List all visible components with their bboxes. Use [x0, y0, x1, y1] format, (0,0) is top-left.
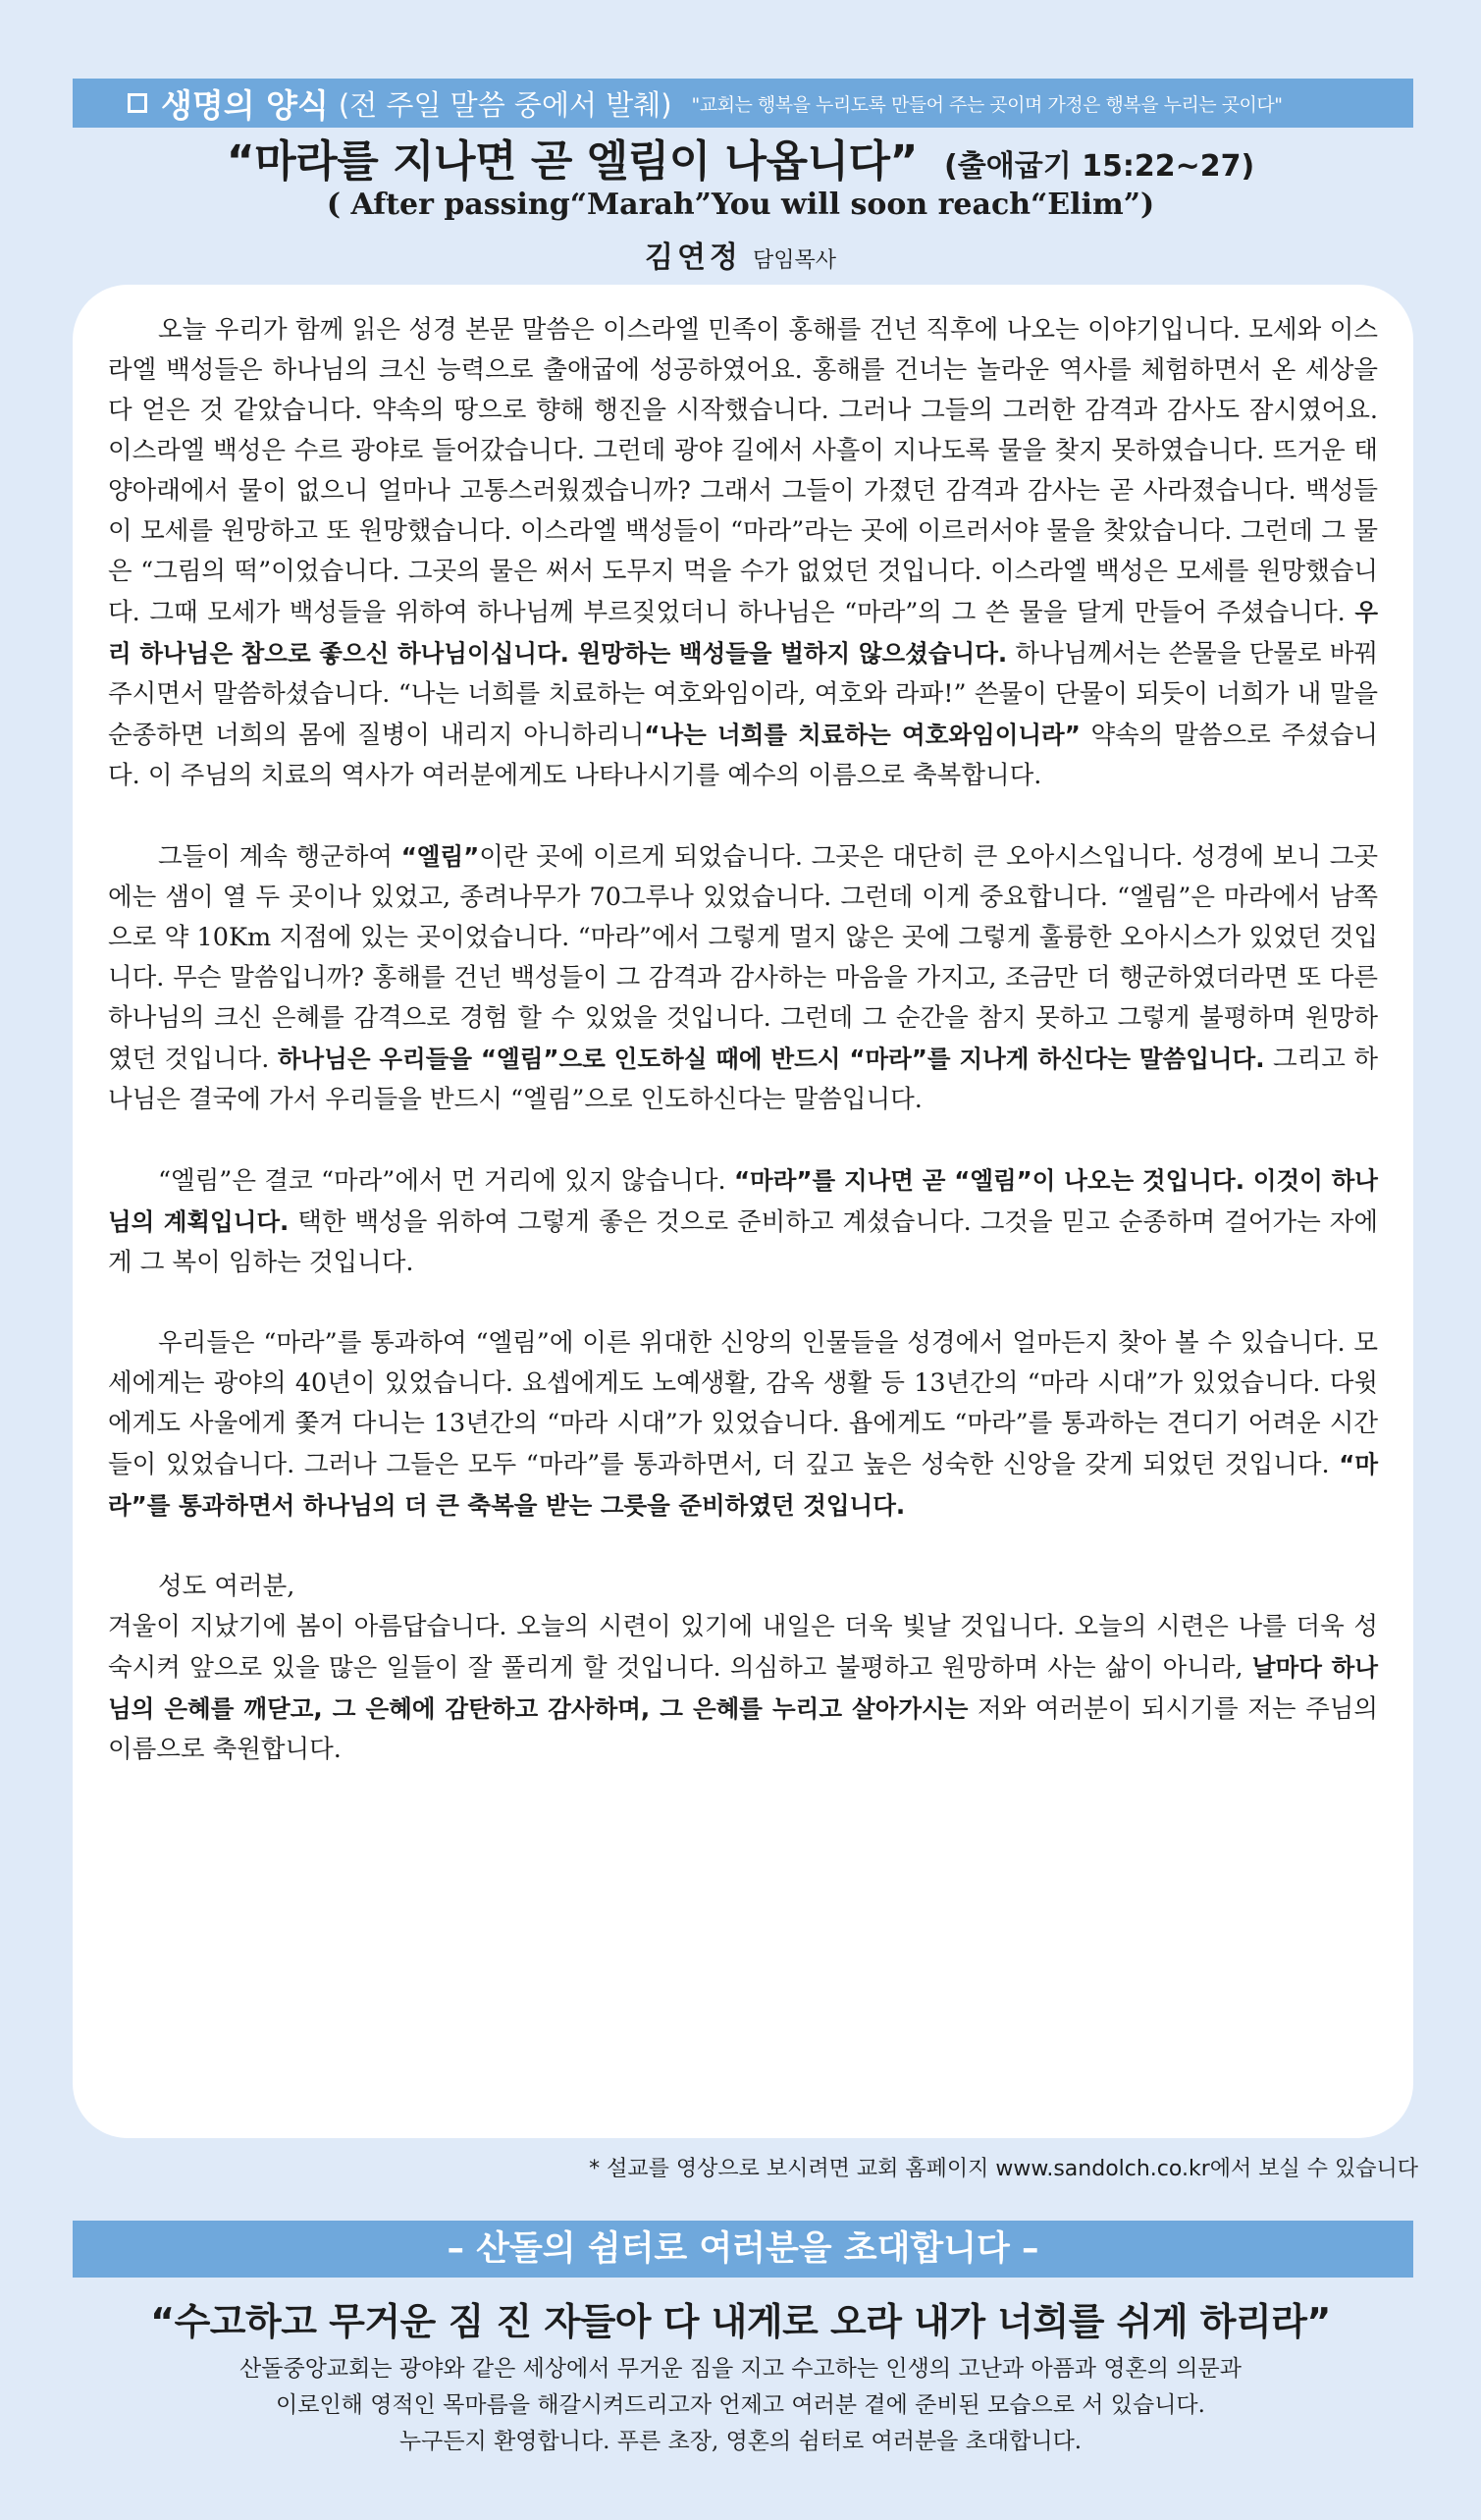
sermon-title-line [0, 126, 1481, 188]
emphasis-text: 날마다 하나님의 은혜를 깨닫고, 그 은혜에 감탄하고 감사하며, 그 은혜를 누리고 살아가시는 [108, 1653, 1378, 1723]
invite-banner: – 산돌의 쉼터로 여러분을 초대합니다 – [73, 2221, 1413, 2278]
emphasis-text: 우리 하나님은 참으로 좋으신 하나님이십니다. 원망하는 백성들을 벌하지 않으셨습니다. [108, 598, 1378, 668]
invite-line-1: 산돌중앙교회는 광야와 같은 세상에서 무거운 짐을 지고 수고하는 인생의 고난과 아픔과 영혼의 의문과 [239, 2356, 1242, 2382]
emphasis-text: “엘림” [400, 842, 480, 871]
body-paragraph-1: 오늘 우리가 함께 읽은 성경 본문 말씀은 이스라엘 민족이 홍해를 건넌 직후에 나오는 이야기입니다. 모세와 이스라엘 백성들은 하나님의 크신 능력으로 출애굽에 성공하였어요. 홍해를 건너는 놀라운 역사를 체험하면서 온 세상을 다 얻은 것 같았습니다. 약속의 땅으로 향해 행진을 시작했습니다. 그러나 그들의 그러한 감격과 감사도 잠시였어요. 이스라엘 백성은 수르 광야로 들어갔습니다. 그런데 광야 길에서 사흘이 지나도록 물을 찾지 못하였습니다. 뜨거운 태양아래에서 물이 없으니 얼마나 고통스러웠겠습니까? 그래서 그들이 가졌던 감격과 감사는 곧 사라졌습니다. 백성들이 모세를 원망하고 또 원망했습니다. 이스라엘 백성들이 “마라”라는 곳에 이르러서야 물을 찾았습니다. 그런데 그 물은 “그림의 떡”이었습니다. 그곳의 물은 써서 도무지 먹을 수가 없었던 것입니다. 이스라엘 백성은 모세를 원망했습니다. 그때 모세가 백성들을 위하여 하나님께 부르짖었더니 하나님은 “마라”의 그 쓴 물을 달게 만들어 주셨습니다. 우리 하나님은 참으로 좋으신 하나님이십니다. 원망하는 백성들을 벌하지 않으셨습니다. 하나님께서는 쓴물을 단물로 바꿔주시면서 말씀하셨습니다. “나는 너희를 치료하는 여호와임이라, 여호와 라파!” 쓴물이 단물이 되듯이 너희가 내 말을 순종하면 너희의 몸에 질병이 내리지 아니하리니“나는 너희를 치료하는 여호와임이니라” 약속의 말씀으로 주셨습니다. 이 주님의 치료의 역사가 여러분에게도 나타나시기를 예수의 이름으로 축복합니다. [108, 315, 1378, 790]
church-motto: "교회는 행복을 누리도록 만들어 주는 곳이며 가정은 행복을 누리는 곳이다" [691, 93, 1283, 116]
video-footnote: * 설교를 영상으로 보시려면 교회 홈페이지 www.sandolch.co.kr에서 보실 수 있습니다 [589, 2157, 1418, 2181]
emphasis-text: “마라”를 통과하면서 하나님의 더 큰 축복을 받는 그릇을 준비하였던 것입니다. [108, 1450, 1378, 1520]
body-paragraph-2: 그들이 계속 행군하여 “엘림”이란 곳에 이르게 되었습니다. 그곳은 대단히 큰 오아시스입니다. 성경에 보니 그곳에는 샘이 열 두 곳이나 있었고, 종려나무가 70그루나 있었습니다. 그런데 이게 중요합니다. “엘림”은 마라에서 남쪽으로 약 10Km 지점에 있는 곳이었습니다. “마라”에서 그렇게 멀지 않은 곳에 그렇게 훌륭한 오아시스가 있었던 것입니다. 무슨 말씀입니까? 홍해를 건넌 백성들이 그 감격과 감사하는 마음을 가지고, 조금만 더 행군하였더라면 또 다른 하나님의 크신 은혜를 감격으로 경험 할 수 있었을 것입니다. 그런데 그 순간을 참지 못하고 그렇게 불평하며 원망하였던 것입니다. 하나님은 우리들을 “엘림”으로 인도하실 때에 반드시 “마라”를 지나게 하신다는 말씀입니다. 그리고 하나님은 결국에 가서 우리들을 반드시 “엘림”으로 인도하신다는 말씀입니다. [108, 842, 1378, 1114]
scripture-reference: (출애굽기 15:22~27) [944, 149, 1255, 184]
author-name: 김연정 [644, 241, 742, 275]
invite-line-2: 이로인해 영적인 목마름을 해갈시켜드리고자 언제고 여러분 곁에 준비된 모습으로 서 있습니다. [276, 2392, 1205, 2418]
body-paragraph-3: “엘림”은 결코 “마라”에서 먼 거리에 있지 않습니다. “마라”를 지나면 곧 “엘림”이 나오는 것입니다. 이것이 하나님의 계획입니다. 택한 백성을 위하여 그렇게 좋은 것으로 준비하고 계셨습니다. 그것을 믿고 순종하며 걸어가는 자에게 그 복이 임하는 것입니다. [108, 1166, 1378, 1277]
author-line [0, 233, 1481, 276]
author-role: 담임목사 [753, 248, 837, 273]
section-title: 생명의 양식 [161, 85, 329, 125]
body-paragraph-4: 우리들은 “마라”를 통과하여 “엘림”에 이른 위대한 신앙의 인물들을 성경에서 얼마든지 찾아 볼 수 있습니다. 모세에게는 광야의 40년이 있었습니다. 요셉에게도 노예생활, 감옥 생활 등 13년간의 “마라 시대”가 있었습니다. 다윗에게도 사울에게 쫓겨 다니는 13년간의 “마라 시대”가 있었습니다. 욥에게도 “마라”를 통과하는 견디기 어려운 시간들이 있었습니다. 그러나 그들은 모두 “마라”를 통과하면서, 더 깊고 높은 성숙한 신앙을 갖게 되었던 것입니다. “마라”를 통과하면서 하나님의 더 큰 축복을 받는 그릇을 준비하였던 것입니다. [108, 1328, 1378, 1520]
sermon-body-panel [73, 285, 1413, 2138]
english-title: ( After passing“Marah”You will soon reach“Elim”) [326, 188, 1155, 222]
emphasis-text: “나는 너희를 치료하는 여호와임이니라” [644, 721, 1081, 749]
greeting: 성도 여러분, [158, 1572, 295, 1601]
invite-line-3: 누구든지 환영합니다. 푸른 초장, 영혼의 쉼터로 여러분을 초대합니다. [398, 2429, 1083, 2454]
invite-body [0, 2351, 1481, 2460]
invite-verse: “수고하고 무거운 짐 진 자들아 다 내게로 오라 내가 너희를 쉬게 하리라” [150, 2300, 1331, 2343]
sermon-title: “마라를 지나면 곧 엘림이 나옵니다” [226, 136, 918, 187]
header-bar [73, 79, 1413, 128]
section-subtitle: (전 주일 말씀 중에서 발췌) [338, 87, 672, 122]
emphasis-text: “마라”를 지나면 곧 “엘림”이 나오는 것입니다. 이것이 하나님의 계획입니다. [108, 1166, 1378, 1236]
square-box-icon [128, 93, 147, 113]
body-paragraph-5: 성도 여러분, 겨울이 지났기에 봄이 아름답습니다. 오늘의 시련이 있기에 내일은 더욱 빛날 것입니다. 오늘의 시련은 나를 더욱 성숙시켜 앞으로 있을 많은 일들이 잘 풀리게 할 것입니다. 의심하고 불평하고 원망하며 사는 삶이 아니라, 날마다 하나님의 은혜를 깨닫고, 그 은혜에 감탄하고 감사하며, 그 은혜를 누리고 살아가시는 저와 여러분이 되시기를 저는 주님의 이름으로 축원합니다. [108, 1572, 1378, 1764]
emphasis-text: 하나님은 우리들을 “엘림”으로 인도하실 때에 반드시 “마라”를 지나게 하신다는 말씀입니다. [277, 1045, 1265, 1073]
